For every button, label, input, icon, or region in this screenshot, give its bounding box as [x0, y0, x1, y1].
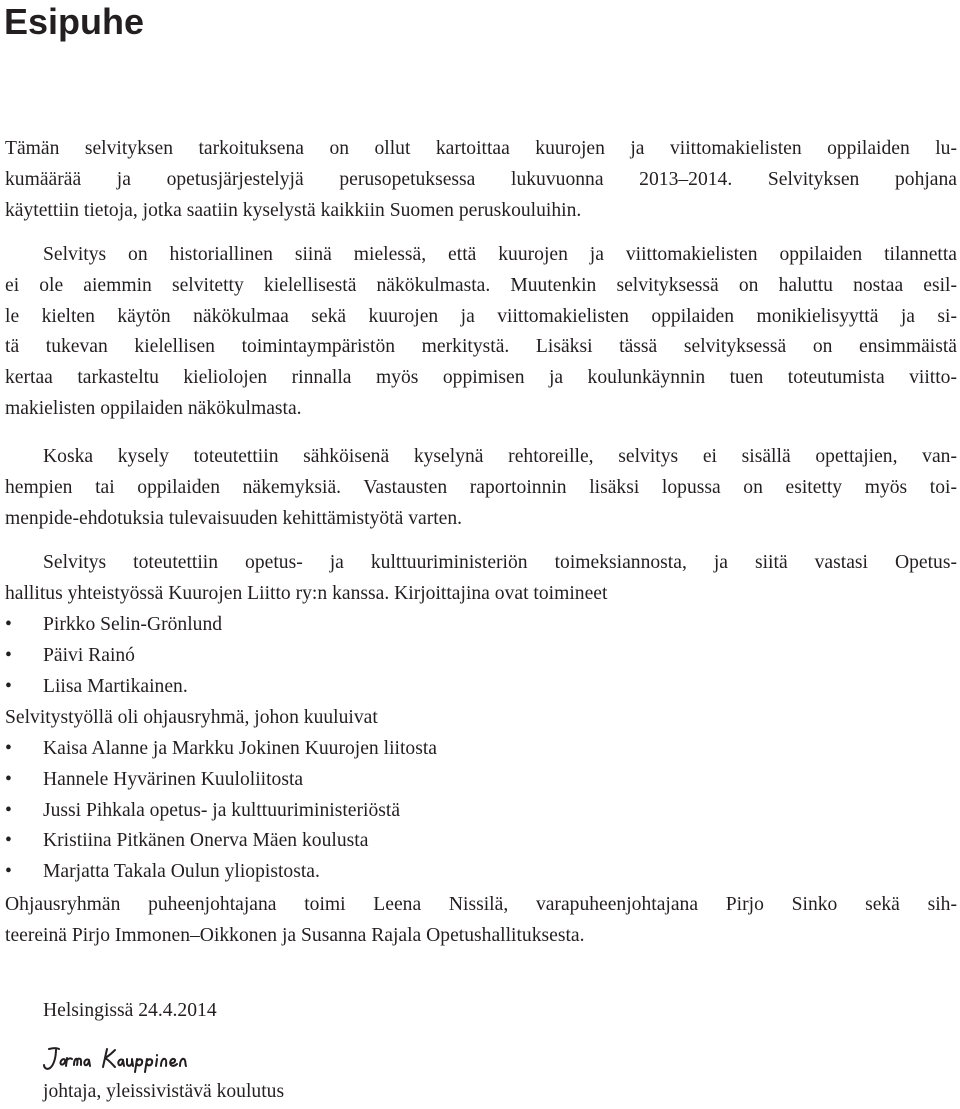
text-line: Ohjausryhmän puheenjohtajana toimi Leena Nissilä, varapuheenjohtajana Pirjo Sinko sekä sih-: [5, 894, 957, 915]
bullet-icon: •: [5, 644, 12, 666]
text-line: ei ole aiemmin selvitetty kielellisestä näkökulmasta. Muutenkin selvityksessä on haluttu nostaa esil-: [5, 274, 957, 296]
list-item: [5, 734, 437, 765]
member-name: Kaisa Alanne ja Markku Jokinen Kuurojen liitosta: [43, 738, 437, 759]
author-name: Päivi Rainó: [43, 644, 135, 666]
text-line: käytettiin tietoja, jotka saatiin kyselystä kaikkiin Suomen peruskouluihin.: [5, 199, 582, 221]
paragraph-chair: [5, 890, 957, 952]
text-line: teereinä Pirjo Immonen–Oikkonen ja Susanna Rajala Opetushallituksesta.: [5, 924, 585, 946]
paragraph-commission: [5, 548, 957, 610]
page-title: Esipuhe: [4, 1, 145, 42]
place-date: Helsingissä 24.4.2014: [43, 1000, 217, 1021]
member-name: Hannele Hyvärinen Kuuloliitosta: [43, 768, 304, 790]
text-line: Tämän selvityksen tarkoituksena on ollut kartoittaa kuurojen ja viittomakielisten oppilaiden lu-: [5, 138, 957, 159]
text-line: Selvitys on historiallinen siinä mielessä, että kuurojen ja viittomakielisten oppilaiden tilannetta: [43, 244, 957, 265]
list-item: [5, 765, 437, 796]
bullet-icon: •: [5, 768, 12, 790]
text-line: le kielten käytön näkökulmaa sekä kuurojen ja viittomakielisten oppilaiden monikielisyyttä ja si-: [5, 305, 957, 327]
member-name: Marjatta Takala Oulun yliopistosta.: [43, 861, 320, 883]
text-line: Koska kysely toteutettiin sähköisenä kyselynä rehtoreille, selvitys ei sisällä opettajien, van-: [43, 446, 957, 467]
steering-group-list: [5, 734, 437, 888]
text-line: hempien tai oppilaiden näkemyksiä. Vastausten raportoinnin lisäksi lopussa on esitetty myös toi-: [5, 476, 957, 498]
author-name: Liisa Martikainen.: [43, 675, 188, 697]
list-item: [5, 857, 437, 888]
text-line: Selvitystyöllä oli ohjausryhmä, johon kuuluivat: [5, 707, 378, 728]
list-item: [5, 610, 222, 641]
paragraph-historical: [5, 240, 957, 425]
text-line: Selvitys toteutettiin opetus- ja kulttuuriministeriön toimeksiannosta, ja siitä vastasi Opetus-: [43, 552, 957, 573]
steering-intro: [5, 703, 957, 734]
text-line: kertaa tarkasteltu kieliolojen rinnalla myös oppimisen ja koulunkäynnin tuen toteutumista viitto-: [5, 367, 957, 389]
paragraph-intro: [5, 134, 957, 226]
bullet-icon: •: [5, 861, 12, 883]
bullet-icon: •: [5, 830, 12, 852]
member-name: Kristiina Pitkänen Onerva Mäen koulusta: [43, 830, 369, 852]
signer-title: johtaja, yleissivistävä koulutus: [43, 1081, 285, 1102]
text-line: menpide-ehdotuksia tulevaisuuden kehittämistyötä varten.: [5, 507, 463, 529]
authors-list: [5, 610, 222, 702]
list-item: [5, 796, 437, 827]
bullet-icon: •: [5, 614, 12, 635]
text-line: makielisten oppilaiden näkökulmasta.: [5, 397, 302, 419]
list-item: [5, 672, 222, 703]
author-name: Pirkko Selin-Grönlund: [43, 614, 223, 635]
signature: [41, 1045, 221, 1073]
member-name: Jussi Pihkala opetus- ja kulttuuriministeriöstä: [43, 799, 401, 821]
bullet-icon: •: [5, 738, 12, 759]
bullet-icon: •: [5, 675, 12, 697]
paragraph-survey: [5, 442, 957, 534]
text-line: hallitus yhteistyössä Kuurojen Liitto ry:n kanssa. Kirjoittajina ovat toimineet: [5, 582, 608, 604]
text-line: tä tukevan kielellisen toimintaympäristön merkitystä. Lisäksi tässä selvityksessä on ensimmäistä: [5, 336, 957, 358]
bullet-icon: •: [5, 799, 12, 821]
list-item: [5, 641, 222, 672]
text-line: kumäärää ja opetusjärjestelyjä perusopetuksessa lukuvuonna 2013–2014. Selvityksen pohjana: [5, 168, 957, 190]
list-item: [5, 826, 437, 857]
